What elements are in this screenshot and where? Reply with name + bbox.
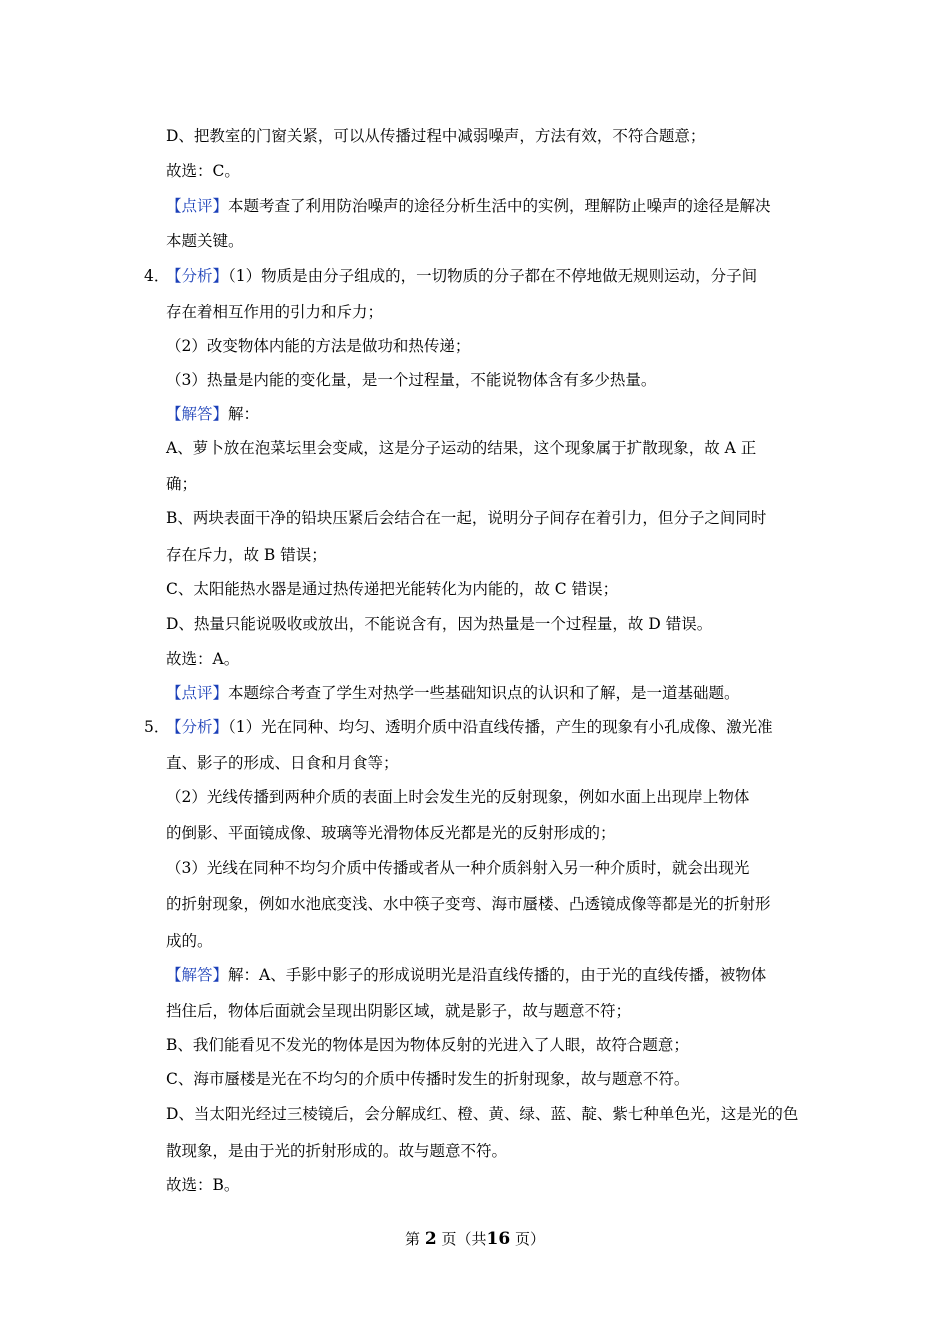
q5-analysis-line: 的倒影、平面镜成像、玻璃等光滑物体反光都是光的反射形成的； — [166, 824, 616, 842]
answer-tag: 【解答】 — [166, 966, 229, 984]
q4-answer: 【解答】解： — [166, 405, 260, 423]
q5-answer-line: C、海市蜃楼是光在不均匀的介质中传播时发生的折射现象，故与题意不符。 — [166, 1070, 690, 1088]
q4-answer-line: B、两块表面干净的铅块压紧后会结合在一起，说明分子间存在着引力，但分子之间同时 — [166, 509, 767, 527]
comment-tag: 【点评】 — [166, 197, 229, 215]
q5-analysis-line: （3）光线在同种不均匀介质中传播或者从一种介质斜射入另一种介质时，就会出现光 — [166, 859, 750, 877]
q5-analysis-line: 直、影子的形成、日食和月食等； — [166, 754, 399, 772]
q5-answer-line: B、我们能看见不发光的物体是因为物体反射的光进入了人眼，故符合题意； — [166, 1036, 689, 1054]
q3-option-d: D、把教室的门窗关紧，可以从传播过程中减弱噪声，方法有效，不符合题意； — [166, 127, 706, 145]
page-footer: 第 2 页（共16 页） — [405, 1229, 545, 1249]
q5-answer: 【解答】解：A、手影中影子的形成说明光是沿直线传播的，由于光的直线传播，被物体 — [166, 966, 767, 984]
q4-answer-line: 故选：A。 — [166, 650, 240, 668]
q5-answer-line: D、当太阳光经过三棱镜后，会分解成红、橙、黄、绿、蓝、靛、紫七种单色光，这是光的色 — [166, 1105, 799, 1123]
page-number: 2 — [424, 1229, 437, 1249]
q3-comment-cont: 本题关键。 — [166, 232, 244, 250]
analysis-tag: 【分析】 — [166, 718, 229, 736]
q4-analysis: 【分析】（1）物质是由分子组成的，一切物质的分子都在不停地做无规则运动，分子间 — [166, 267, 758, 285]
q4-analysis-line: 存在着相互作用的引力和斥力； — [166, 303, 384, 321]
comment-tag: 【点评】 — [166, 684, 229, 702]
q4-number: 4． — [144, 267, 170, 285]
q5-number: 5． — [144, 718, 170, 736]
q4-answer-line: C、太阳能热水器是通过热传递把光能转化为内能的，故 C 错误； — [166, 580, 619, 598]
q4-comment: 【点评】本题综合考查了学生对热学一些基础知识点的认识和了解，是一道基础题。 — [166, 684, 740, 702]
q5-answer-line: 挡住后，物体后面就会呈现出阴影区域，就是影子，故与题意不符； — [166, 1002, 632, 1020]
q5-analysis-line: 成的。 — [166, 932, 213, 950]
page-total: 16 — [486, 1229, 511, 1249]
q5-answer-line: 故选：B。 — [166, 1176, 240, 1194]
q4-analysis-line: （3）热量是内能的变化量，是一个过程量，不能说物体含有多少热量。 — [166, 371, 657, 389]
answer-tag: 【解答】 — [166, 405, 229, 423]
analysis-tag: 【分析】 — [166, 267, 229, 285]
q5-analysis: 【分析】（1）光在同种、均匀、透明介质中沿直线传播，产生的现象有小孔成像、激光准 — [166, 718, 773, 736]
q3-choice: 故选：C。 — [166, 162, 240, 180]
q3-comment: 【点评】本题考查了利用防治噪声的途径分析生活中的实例，理解防止噪声的途径是解决 — [166, 197, 771, 215]
q5-answer-line: 散现象，是由于光的折射形成的。故与题意不符。 — [166, 1142, 508, 1160]
q4-answer-line: A、萝卜放在泡菜坛里会变咸，这是分子运动的结果，这个现象属于扩散现象，故 A 正 — [166, 439, 757, 457]
q4-analysis-line: （2）改变物体内能的方法是做功和热传递； — [166, 337, 471, 355]
q4-answer-line: D、热量只能说吸收或放出，不能说含有，因为热量是一个过程量，故 D 错误。 — [166, 615, 713, 633]
q4-answer-line: 存在斥力，故 B 错误； — [166, 546, 327, 564]
q5-analysis-line: 的折射现象，例如水池底变浅、水中筷子变弯、海市蜃楼、凸透镜成像等都是光的折射形 — [166, 895, 771, 913]
q4-answer-line: 确； — [166, 475, 198, 493]
q5-analysis-line: （2）光线传播到两种介质的表面上时会发生光的反射现象，例如水面上出现岸上物体 — [166, 788, 750, 806]
